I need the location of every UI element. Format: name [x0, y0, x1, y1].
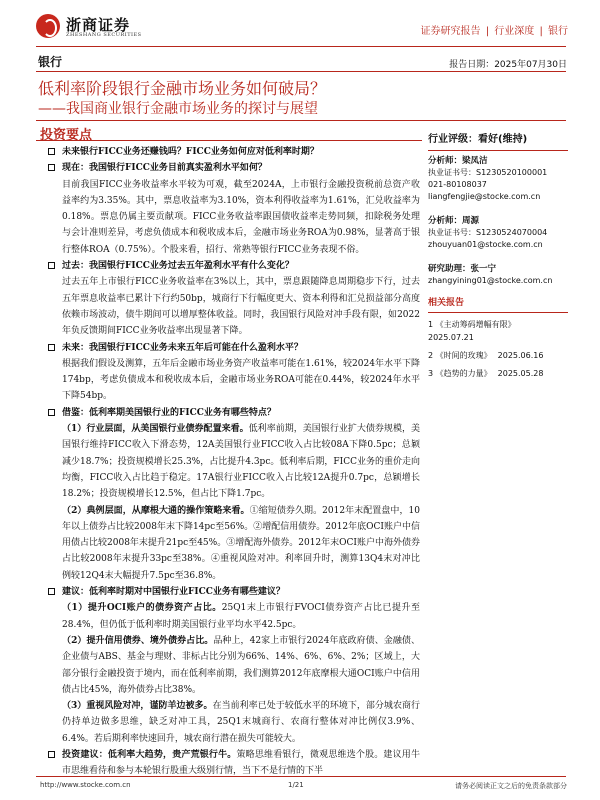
- checkbox-bullet-icon: [48, 164, 55, 171]
- title-divider: [36, 120, 566, 121]
- footer-url-link[interactable]: http://www.stocke.com.cn: [40, 781, 131, 789]
- analyst-phone: 021-80108037: [428, 180, 487, 189]
- report-date: 报告日期：2025年07月30日: [449, 60, 567, 70]
- analyst-cert: 执业证书号：S1230524070004: [428, 228, 548, 237]
- logo-mark-icon: [36, 14, 60, 38]
- checkbox-bullet-icon: [48, 148, 55, 155]
- bullet-suggestion: 建议：低利率时期对中国银行业FICC业务有哪些建议？: [42, 584, 420, 600]
- industry-label: 银行: [38, 55, 63, 69]
- bullet-current: 现在：我国银行FICC业务目前真实盈利水平如何？: [42, 160, 420, 176]
- analyst-email: liangfengjie@stocke.com.cn: [428, 192, 541, 201]
- header-divider-2: [36, 71, 566, 72]
- logo-subtext: ZHESHANG SECURITIES: [66, 32, 142, 38]
- sidebar: [428, 130, 568, 380]
- bullet-reference: 借鉴：低利率期美国银行业的FICC业务有哪些特点？: [42, 405, 420, 421]
- nav-item-depth: 行业深度: [494, 26, 535, 37]
- logo-text: 浙商证券: [66, 16, 131, 34]
- report-category-nav: 证券研究报告 | 行业深度 | 银行: [420, 26, 568, 37]
- main-content: [42, 144, 420, 780]
- footer-disclaimer: 请务必阅读正文之后的免责条款部分: [455, 782, 567, 790]
- company-logo: [36, 12, 166, 42]
- section-divider: [36, 140, 422, 141]
- analyst-email: zhouyuan01@stocke.com.cn: [428, 240, 543, 249]
- related-reports-heading: 相关报告: [428, 297, 568, 313]
- checkbox-bullet-icon: [48, 588, 55, 595]
- section-heading: 投资要点: [40, 128, 93, 143]
- paragraph-industry: （1）行业层面，从美国银行业债券配置来看。低利率前期，美国银行业扩大债券规模，美国银行维持FICC收入下滑态势，12A美国银行业FICC收入占比较08A下降0.5pc；总颖减少18.7%；投资规模增长25.3%，占比提升4.3pc。低利率后期，FICC业务的重价走向均衡，FICC收入占比趋于稳定。17A银行业FICC收入占比较12A提升0.7pc，总颖增长18.2%；投资规模增长12.5%，但占比下降1.7pc。: [62, 424, 420, 500]
- report-subtitle: ——我国商业银行金融市场业务的探讨与展望: [38, 101, 318, 117]
- nav-item-sector: 银行: [548, 26, 568, 37]
- paragraph-hedge: （3）重视风险对冲，谨防羊边被多。在当前利率已处于较低水平的环境下，部分城农商行仍持单边做多思维，缺乏对冲工具，25Q1末城商行、农商行整体对冲比例仅3.9%、6.4%。若后期利率快速回升，城农商行潜在损失可能较大。: [62, 701, 420, 744]
- page-number: 1/21: [288, 781, 304, 789]
- paragraph-oci: （1）提升OCI账户的债券资产占比。25Q1末上市银行FVOCI债券资产占比已提升至28.4%，但仍低于低利率时期美国银行业平均水平42.5pc。: [62, 603, 420, 630]
- report-title: 低利率阶段银行金融市场业务如何破局？: [38, 79, 327, 98]
- paragraph-credit: （2）提升信用债券、境外债券占比。品种上，42家上市银行2024年底政府债、金融债、企业债与ABS、基金与理财、非标占比分别为66%、14%、6%、6%、2%；区域上，大部分银行金融投资于境内，而在低利率前期，我们测算2012年底摩根大通OCI账户中信用债占比45%，海外债券占比38%。: [62, 635, 421, 695]
- related-report-link[interactable]: 3 《趋势的力量》 2025.05.28: [428, 369, 544, 378]
- analyst-card: 分析师：梁凤洁 执业证书号：S1230520100001 021-80108037 liangfengjie@stocke.com.cn: [428, 155, 568, 203]
- bullet-investment: 投资建议：低利率大趋势，贵产荒银行牛。策略思维看银行，微观思维选个股。建议用牛市思维看待和参与本轮银行股重大级别行情，当下不是行情的下半: [42, 747, 420, 780]
- paragraph-future: 根据我们假设及测算，五年后金融市场业务资产收益率可能在1.61%，较2024年水平下降174bp，考虑负债成本和税收成本后，金融市场业务ROA可能在0.44%，较2024年水平下降54bp。: [62, 358, 420, 402]
- industry-rating: 行业评级：看好(维持): [428, 130, 568, 151]
- paragraph-current: 目前我国FICC业务收益率水平较为可观，截至2024A，上市银行金融投资税前总资产收益率约为3.35%。其中，票息收益率为3.10%，资本利得收益率为1.61%，汇兑收益率为0.18%。票息仍属主要贡献项。FICC业务收益率跟国债收益率走势同频，扣除税务处理与会计准则差异，考虑负债成本和税收成本后，金融市场业务ROA为0.98%，显著高于银行整体ROA（0.75%）。个股来看，招行、常熟等银行FICC业务表现不俗。: [62, 179, 420, 255]
- header-divider: [36, 46, 566, 47]
- analyst-card: 分析师：周源 执业证书号：S1230524070004 zhouyuan01@stocke.com.cn: [428, 215, 568, 251]
- bullet-future: 未来：我国银行FICC业务未来五年后可能在什么盈利水平？: [42, 340, 420, 356]
- paragraph-jpm: （2）典例层面，从摩根大通的操作策略来看。①缩短债券久期。2012年末配置盘中，10年以上债券占比较2008年末下降14pc至56%。②增配信用债券。2012年底OCI账户中信用债占比较2008年末提升21pc至45%。③增配海外债券。2012年末OCI账户中海外债券占比较2008年末提升33pc至38%。④重视风险对冲。利率回升时，测算13Q4末对冲比例较12Q4末大幅提升7.5pc至36.8%。: [62, 505, 421, 581]
- checkbox-bullet-icon: [48, 409, 55, 416]
- nav-item-report-type: 证券研究报告: [420, 26, 481, 37]
- checkbox-bullet-icon: [48, 751, 55, 758]
- analyst-cert: 执业证书号：S1230520100001: [428, 168, 548, 177]
- checkbox-bullet-icon: [48, 262, 55, 269]
- checkbox-bullet-icon: [48, 344, 55, 351]
- footer-divider: [36, 776, 566, 777]
- analyst-email: zhangyining01@stocke.com.cn: [428, 276, 553, 285]
- related-report-link[interactable]: 1 《主动筹码增幅有限》 2025.07.21: [428, 320, 516, 342]
- bullet-past: 过去：我国银行FICC业务过去五年盈利水平有什么变化？: [42, 258, 420, 274]
- analyst-card: 研究助理：张一宁 zhangyining01@stocke.com.cn: [428, 263, 568, 287]
- bullet-question: 未来银行FICC业务还赚钱吗？FICC业务如何应对低利率时期？: [42, 144, 420, 160]
- related-report-link[interactable]: 2 《时间的玫瑰》 2025.06.16: [428, 351, 544, 360]
- paragraph-past: 过去五年上市银行FICC业务收益率在3%以上，其中，票息跟随降息周期稳步下行，过去五年票息收益率已累计下行约50bp，城商行下行幅度更大、资本利得和汇兑损益部分高度依赖市场波动，债牛期间可以增厚整体收益。同时，我国银行风险对冲手段有限，如2022年负反馈期间FICC业务收益率出现显著下降。: [62, 277, 420, 337]
